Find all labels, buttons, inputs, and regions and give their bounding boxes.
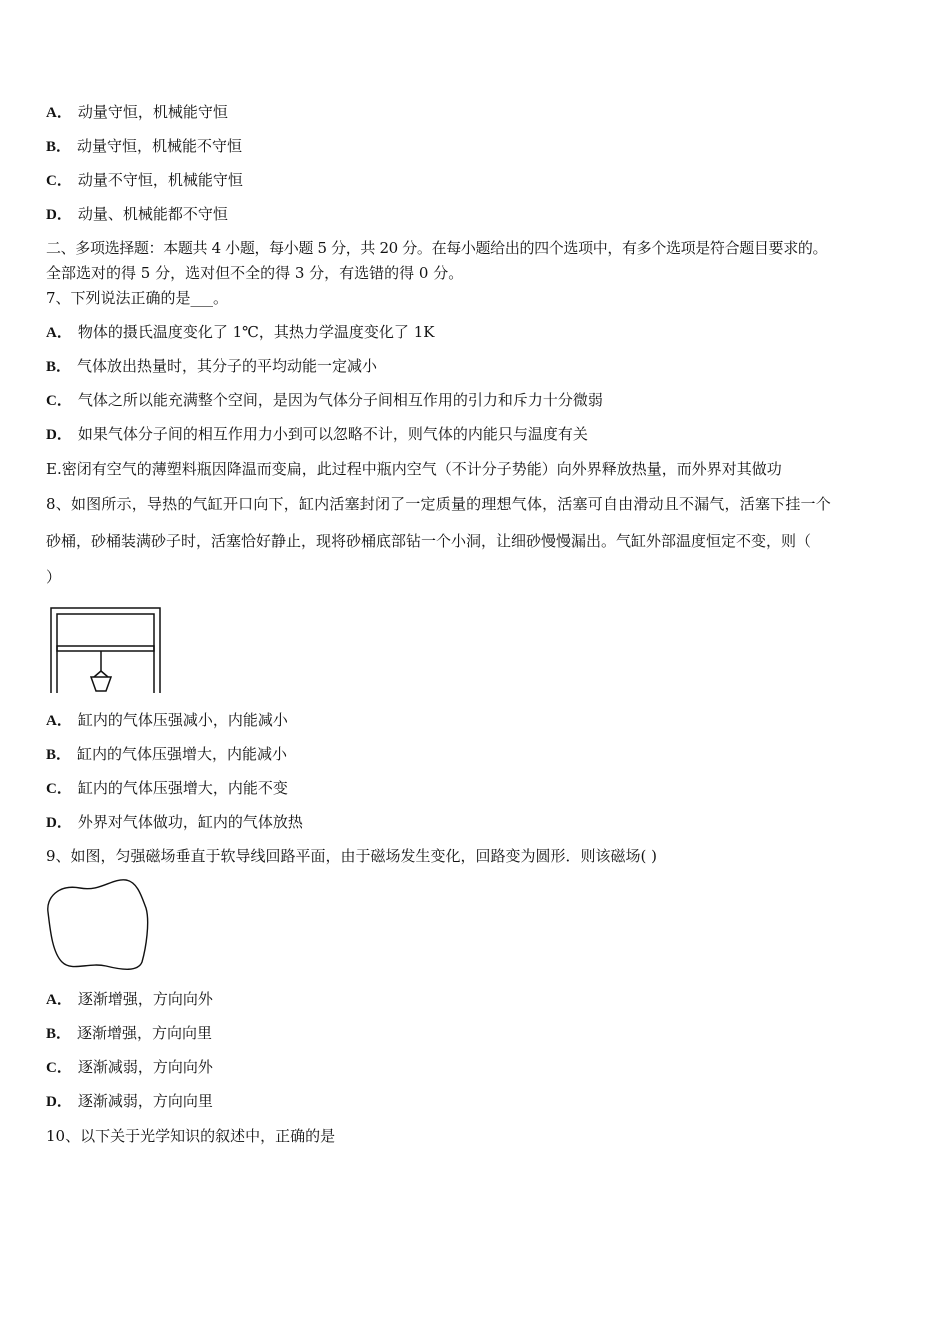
q10-stem: 10、以下关于光学知识的叙述中，正确的是 xyxy=(46,1127,336,1145)
q9-option-b: B． 逐渐增强，方向向里 xyxy=(46,1024,213,1042)
q8-stem-line3: ） xyxy=(46,568,62,586)
q8-stem-line2: 砂桶，砂桶装满砂子时，活塞恰好静止，现将砂桶底部钻一个小洞，让细砂慢慢漏出。气缸外部温度恒定不变，则（ xyxy=(46,532,812,550)
q8-option-b: B． 缸内的气体压强增大，内能减小 xyxy=(46,745,288,763)
q9-option-d: D． 逐渐减弱，方向向里 xyxy=(46,1092,213,1110)
cylinder-inner-wall xyxy=(57,614,154,693)
q7-option-b: B． 气体放出热量时，其分子的平均动能一定减小 xyxy=(46,357,378,375)
q7-option-e: E.密闭有空气的薄塑料瓶因降温而变扁，此过程中瓶内空气（不计分子势能）向外界释放热量，而外界对其做功 xyxy=(46,460,782,478)
prev-option-c: C． 动量不守恒，机械能守恒 xyxy=(46,171,243,189)
prev-option-d: D． 动量、机械能都不守恒 xyxy=(46,205,228,223)
q9-option-c: C． 逐渐减弱，方向向外 xyxy=(46,1058,213,1076)
prev-option-a: A． 动量守恒，机械能守恒 xyxy=(46,103,228,121)
piston xyxy=(57,646,154,651)
q8-option-d: D． 外界对气体做功，缸内的气体放热 xyxy=(46,813,303,831)
section-2-instructions: 全部选对的得 5 分，选对但不全的得 3 分，有选错的得 0 分。 xyxy=(46,264,464,282)
cylinder-diagram xyxy=(48,605,164,697)
wire-loop xyxy=(48,880,148,969)
q9-option-a: A． 逐渐增强，方向向外 xyxy=(46,990,213,1008)
q7-stem: 7、下列说法正确的是___。 xyxy=(46,289,229,307)
q8-option-a: A． 缸内的气体压强减小，内能减小 xyxy=(46,711,288,729)
wire-loop-diagram xyxy=(42,872,154,976)
q7-option-d: D． 如果气体分子间的相互作用力小到可以忽略不计，则气体的内能只与温度有关 xyxy=(46,425,588,443)
q9-stem: 9、如图，匀强磁场垂直于软导线回路平面，由于磁场发生变化，回路变为圆形．则该磁场( ) xyxy=(46,847,658,865)
q8-stem-line1: 8、如图所示，导热的气缸开口向下，缸内活塞封闭了一定质量的理想气体，活塞可自由滑动且不漏气，活塞下挂一个 xyxy=(46,495,831,513)
section-2-heading: 二、多项选择题：本题共 4 小题，每小题 5 分，共 20 分。在每小题给出的四个选项中，有多个选项是符合题目要求的。 xyxy=(46,239,828,257)
q7-option-a: A． 物体的摄氏温度变化了 1℃，其热力学温度变化了 1K xyxy=(46,323,435,341)
sand-bucket xyxy=(91,677,111,691)
q7-option-c: C． 气体之所以能充满整个空间，是因为气体分子间相互作用的引力和斥力十分微弱 xyxy=(46,391,603,409)
prev-option-b: B． 动量守恒，机械能不守恒 xyxy=(46,137,243,155)
q8-option-c: C． 缸内的气体压强增大，内能不变 xyxy=(46,779,288,797)
